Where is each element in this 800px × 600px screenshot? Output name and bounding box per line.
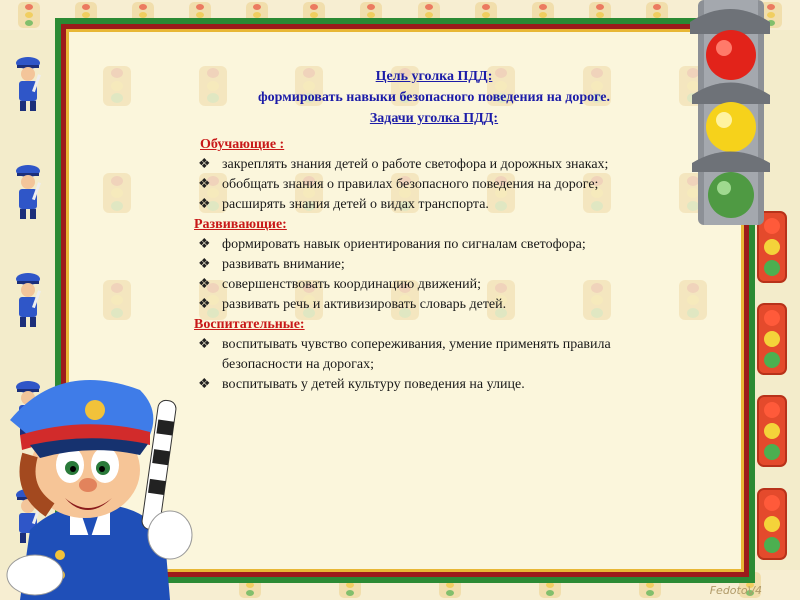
tasks-heading: Задачи уголка ПДД:: [369, 111, 499, 126]
section-title-upbringing: Воспитательные:: [194, 317, 305, 332]
diamond-bullet-icon: ❖: [198, 377, 211, 392]
list-item: ❖ воспитывать чувство сопереживания, умение применять правила безопасности на дорогах;: [198, 337, 611, 372]
diamond-bullet-icon: ❖: [198, 257, 211, 272]
policeman-icon: [9, 270, 47, 330]
section-title-educational: Обучающие :: [200, 137, 285, 152]
educational-list: [194, 155, 674, 215]
policeman-icon: [9, 54, 47, 114]
diamond-bullet-icon: ❖: [198, 337, 211, 352]
policeman-icon: [0, 340, 210, 600]
diamond-bullet-icon: ❖: [198, 237, 211, 252]
traffic-light-icon: [757, 395, 787, 467]
policeman-icon: [9, 162, 47, 222]
list-item: ❖ воспитывать у детей культуру поведения на улице.: [194, 375, 674, 395]
diamond-bullet-icon: ❖: [198, 177, 211, 192]
diamond-bullet-icon: ❖: [198, 297, 211, 312]
section-title-developing: Развивающие:: [194, 217, 287, 232]
list-item: ❖ развивать внимание;: [194, 255, 674, 275]
upbringing-list: [194, 335, 674, 395]
list-item: ❖ совершенствовать координацию движений;: [194, 275, 674, 295]
traffic-light-icon: [680, 0, 780, 230]
traffic-light-icon: [757, 488, 787, 560]
goal-heading: Цель уголка ПДД:: [375, 69, 493, 84]
goal-text: формировать навыки безопасного поведения на дороге.: [257, 90, 611, 105]
author-credit: Fedoto\/4: [709, 584, 762, 597]
list-item: ❖ закреплять знания детей о работе светофора и дорожных знаках;: [194, 155, 674, 175]
list-item: ❖ развивать речь и активизировать словарь детей.: [194, 295, 674, 315]
developing-list: [194, 235, 674, 315]
diamond-bullet-icon: ❖: [198, 277, 211, 292]
text-content: [194, 67, 674, 395]
list-item: ❖ формировать навык ориентирования по сигналам светофора;: [194, 235, 674, 255]
diamond-bullet-icon: ❖: [198, 197, 211, 212]
list-item: ❖ расширять знания детей о видах транспорта.: [194, 195, 674, 215]
diamond-bullet-icon: ❖: [198, 157, 211, 172]
list-item: ❖ обобщать знания о правилах безопасного поведения на дороге;: [194, 175, 674, 195]
traffic-light-icon: [757, 303, 787, 375]
traffic-light-icon: [18, 2, 40, 28]
